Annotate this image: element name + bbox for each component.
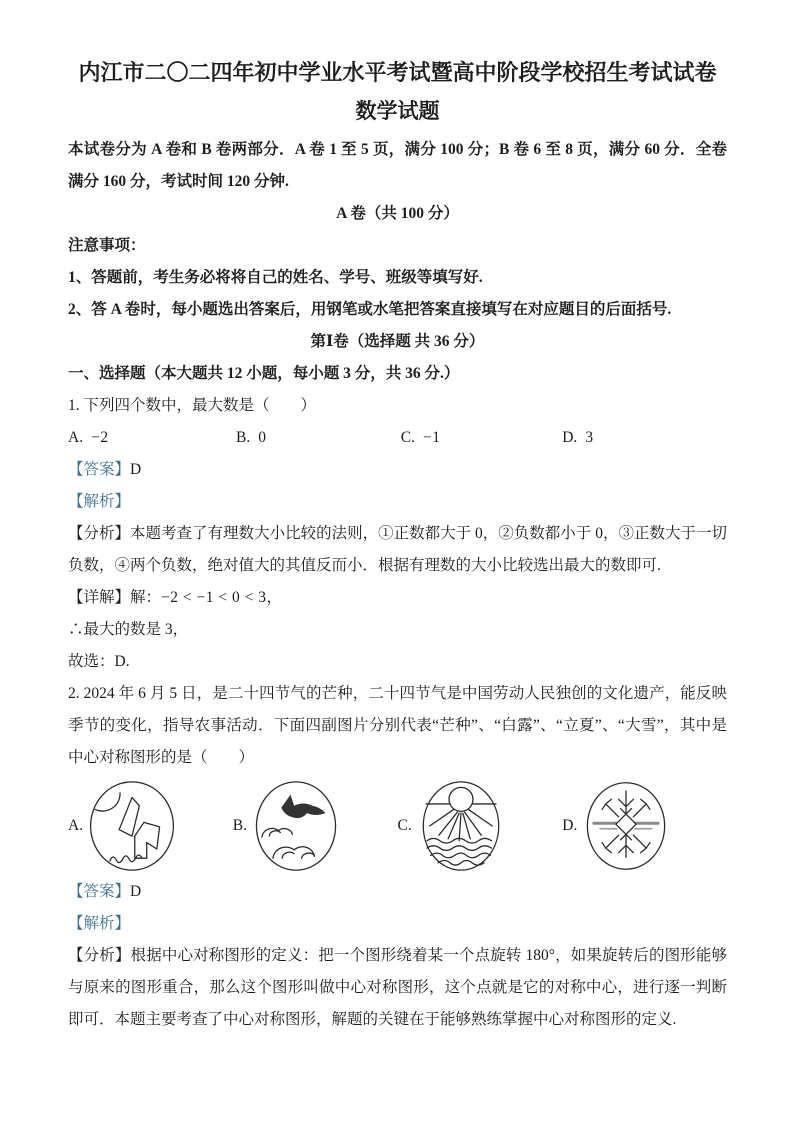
option-b: [236, 422, 401, 454]
option-a-image-cell: [68, 778, 233, 874]
note-item-1: 1、答题前，考生务必将将自己的姓名、学号、班级等填写好.: [68, 269, 483, 286]
option-b-label: B.: [236, 429, 251, 446]
part1-heading: 第Ⅰ卷（选择题 共 36 分）: [310, 333, 485, 350]
question-2-options: [68, 778, 727, 874]
option-d: [562, 422, 727, 454]
option-d-label: D.: [562, 817, 578, 834]
option-a: [68, 422, 236, 454]
detail-line: [68, 582, 727, 614]
answer-line: [68, 454, 727, 486]
answer-line: [68, 876, 727, 908]
section1-heading: 一、选择题（本大题共 12 小题，每小题 3 分，共 36 分.）: [68, 365, 460, 382]
lixia-sun-water-image: [415, 778, 507, 874]
choice-line: 故选：D.: [68, 653, 130, 670]
question-1-text: 1. 下列四个数中，最大数是（ ）: [68, 397, 317, 414]
answer-tag: 【答案】: [68, 883, 131, 900]
mangzhong-seal-image: [86, 778, 178, 874]
option-c-image-cell: [398, 778, 563, 874]
notes-heading: 注意事项：: [68, 237, 146, 254]
exam-intro: 本试卷分为 A 卷和 B 卷两部分．A 卷 1 至 5 页，满分 100 分；B 卷 6 至 8 页，满分 60 分．全卷满分 160 分，考试时间 120 分钟.: [68, 141, 727, 190]
exam-subtitle: 数学试题: [355, 99, 440, 123]
option-a-label: A.: [68, 429, 84, 446]
option-a-label: A.: [68, 817, 84, 834]
analysis-paragraph: 【分析】根据中心对称图形的定义：把一个图形绕着某一个点旋转 180°，如果旋转后的图形能够与原来的图形重合，那么这个图形叫做中心对称图形，这个点就是它的对称中心，进行逐一判断即可．本题主要考查了中心对称图形，解题的关键在于能够熟练掌握中心对称图形的定义.: [68, 947, 727, 1028]
option-a-value: −2: [91, 429, 109, 446]
option-d-image-cell: [562, 778, 727, 874]
bailu-bird-hills-image: [250, 778, 342, 874]
option-c-label: C.: [400, 429, 415, 446]
option-d-value: 3: [585, 429, 594, 446]
analysis-paragraph: 【分析】本题考查了有理数大小比较的法则，①正数都大于 0，②负数都小于 0，③正数大于一切负数，④两个负数，绝对值大的其值反而小．根据有理数的大小比较选出最大的数即可.: [68, 525, 727, 574]
option-c-value: −1: [423, 429, 441, 446]
answer-value: D: [130, 883, 142, 900]
analysis-tag-line: [68, 486, 727, 518]
option-b-value: 0: [258, 429, 267, 446]
question-1-options: [68, 422, 727, 454]
option-c-label: C.: [397, 817, 412, 834]
daxue-snowflake-image: [580, 778, 672, 874]
detail-prefix: 【详解】解：: [68, 589, 162, 606]
section-a-heading: A 卷（共 100 分）: [336, 205, 459, 222]
detail-suffix: ，: [266, 589, 282, 606]
math-expression: −2 < −1 < 0 < 3: [161, 589, 267, 606]
option-b-image-cell: [233, 778, 398, 874]
analysis-tag-line: [68, 908, 727, 940]
conclusion-line: ∴最大的数是 3，: [68, 621, 189, 638]
note-item-2: 2、答 A 卷时，每小题选出答案后，用钢笔或水笔把答案直接填写在对应题目的后面括号.: [68, 301, 672, 318]
question-1: [68, 390, 727, 678]
question-2-text: 2. 2024 年 6 月 5 日，是二十四节气的芒种，二十四节气是中国劳动人民独创的文化遗产，能反映季节的变化，指导农事活动．下面四副图片分别代表“芒种”、“白露”、“立夏”、“大雪”，其中是中心对称图形的是（ ）: [68, 685, 727, 766]
analysis-tag: 【解析】: [68, 493, 131, 510]
answer-value: D: [130, 461, 142, 478]
option-d-label: D.: [562, 429, 578, 446]
exam-title: 内江市二〇二四年初中学业水平考试暨高中阶段学校招生考试试卷: [78, 60, 717, 85]
option-b-label: B.: [232, 817, 247, 834]
question-2: [68, 678, 727, 1036]
answer-tag: 【答案】: [68, 461, 131, 478]
analysis-tag: 【解析】: [68, 915, 131, 932]
option-c: [401, 422, 562, 454]
